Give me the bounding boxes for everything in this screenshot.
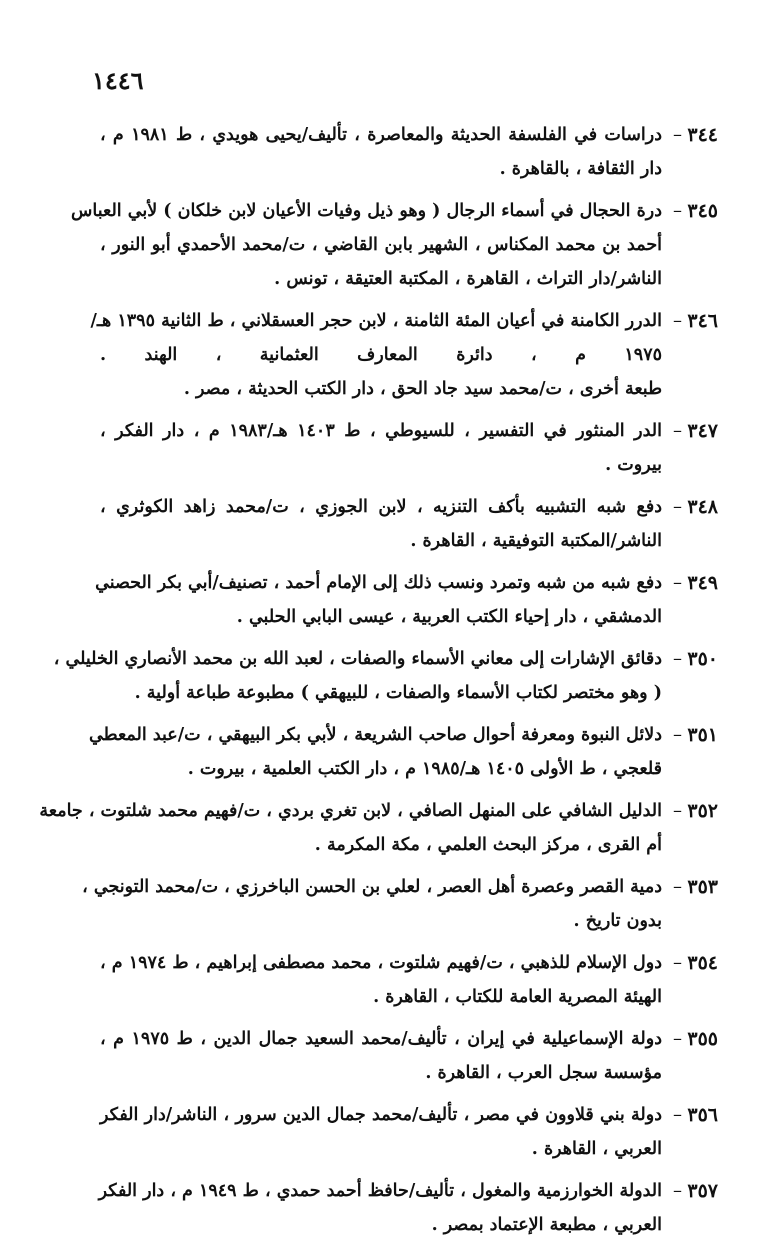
entry-number: ٣٥٥ [687,1028,718,1050]
entry-text-line: الدرر الكامنة في أعيان المئة الثامنة ، لابن حجر العسقلاني ، ط الثانية ١٣٩٥ هـ/ [90,311,662,331]
entry-text-line: قلعجي ، ط الأولى ١٤٠٥ هـ/١٩٨٥ م ، دار الكتب العلمية ، بيروت . [187,759,662,779]
entry-number: ٣٤٩ [687,572,718,594]
entry-dash: – [673,800,682,821]
entry-dash: – [673,1028,682,1049]
entry-dash: – [673,310,682,331]
entry-text-line: دولة بني قلاوون في مصر ، تأليف/محمد جمال الدين سرور ، الناشر/دار الفكر [100,1105,662,1125]
entry-text-line: أحمد بن محمد المكناس ، الشهير بابن القاضي ، ت/محمد الأحمدي أبو النور ، [100,235,662,255]
entry-text-line: ( وهو مختصر لكتاب الأسماء والصفات ، للبيهقي ) مطبوعة طباعة أولية . [134,683,662,703]
bibliography-entry [89,718,718,786]
entry-number: ٣٤٧ [687,420,718,442]
bibliography-entry [95,566,718,634]
bibliography-entry [100,1022,718,1090]
entry-text-line: الدر المنثور في التفسير ، للسيوطي ، ط ١٤٠٣ هـ/١٩٨٣ م ، دار الفكر ، [100,421,662,441]
entry-number: ٣٤٤ [687,124,718,146]
entry-text-line: الدليل الشافي على المنهل الصافي ، لابن تغري بردي ، ت/فهيم محمد شلتوت ، جامعة [39,801,662,821]
entry-text-line: العربي ، القاهرة . [531,1139,662,1159]
entry-text-line: أم القرى ، مركز البحث العلمي ، مكة المكرمة . [314,835,662,855]
entry-text-line: دلائل النبوة ومعرفة أحوال صاحب الشريعة ، لأبي بكر البيهقي ، ت/عبد المعطي [89,725,662,745]
entry-dash: – [673,1180,682,1201]
bibliography-entry [98,1174,718,1242]
entry-text-line: الناشر/المكتبة التوفيقية ، القاهرة . [410,531,662,551]
entry-number: ٣٥٦ [687,1104,718,1126]
entry-text-line: بدون تاريخ . [573,911,662,931]
entry-dash: – [673,876,682,897]
entry-text-line: العربي ، مطبعة الإعتماد بمصر . [431,1215,662,1235]
entry-number: ٣٥٠ [687,648,718,670]
entry-dash: – [673,420,682,441]
bibliography-entry [100,414,718,482]
entry-number: ٣٥٤ [687,952,718,974]
entry-text-line: الناشر/دار التراث ، القاهرة ، المكتبة العتيقة ، تونس . [274,269,662,289]
entry-text-line: الدمشقي ، دار إحياء الكتب العربية ، عيسى البابي الحلبي . [236,607,662,627]
entry-text-line: دول الإسلام للذهبي ، ت/فهيم شلتوت ، محمد مصطفى إبراهيم ، ط ١٩٧٤ م ، [100,953,662,973]
entry-text-line: ١٩٧٥ م ، دائرة المعارف العثمانية ، الهند . [100,345,662,365]
bibliography-entry [100,946,718,1014]
entry-dash: – [673,1104,682,1125]
entry-text-line: مؤسسة سجل العرب ، القاهرة . [425,1063,662,1083]
entry-text-line: دراسات في الفلسفة الحديثة والمعاصرة ، تأليف/يحيى هويدي ، ط ١٩٨١ م ، [100,125,663,145]
entry-dash: – [673,200,682,221]
entry-text-line: دمية القصر وعصرة أهل العصر ، لعلي بن الحسن الباخرزي ، ت/محمد التونجي ، [82,877,662,897]
entry-text-line: بيروت . [605,455,662,475]
entry-text-line: طبعة أخرى ، ت/محمد سيد جاد الحق ، دار الكتب الحديثة ، مصر . [183,379,662,399]
bibliography-entry [100,490,718,558]
entry-dash: – [673,496,682,517]
entry-number: ٣٥٣ [687,876,718,898]
entry-dash: – [673,724,682,745]
entry-number: ٣٥١ [687,724,718,746]
entry-number: ٣٥٧ [687,1180,718,1202]
entry-text-line: دولة الإسماعيلية في إيران ، تأليف/محمد السعيد جمال الدين ، ط ١٩٧٥ م ، [100,1029,662,1049]
entry-dash: – [673,952,682,973]
entry-text-line: دار الثقافة ، بالقاهرة . [499,159,662,179]
entry-number: ٣٥٢ [687,800,718,822]
entry-text-line: الدولة الخوارزمية والمغول ، تأليف/حافظ أحمد حمدي ، ط ١٩٤٩ م ، دار الفكر [98,1181,662,1201]
entry-text-line: دقائق الإشارات إلى معاني الأسماء والصفات ، لعبد الله بن محمد الأنصاري الخليلي ، [53,649,662,669]
entry-dash: – [673,124,682,145]
bibliography-list [39,118,718,1250]
bibliography-entry [90,304,718,406]
bibliography-entry [100,118,718,186]
bibliography-entry [39,794,718,862]
entry-number: ٣٤٦ [687,310,718,332]
entry-text-line: الهيئة المصرية العامة للكتاب ، القاهرة . [373,987,662,1007]
page-number: ١٤٤٦ [92,66,144,95]
bibliography-entry [100,1098,718,1166]
entry-text-line: درة الحجال في أسماء الرجال ( وهو ذيل وفيات الأعيان لابن خلكان ) لأبي العباس [71,201,662,221]
entry-number: ٣٤٥ [687,200,718,222]
entry-text-line: دفع شبه التشبيه بأكف التنزيه ، لابن الجوزي ، ت/محمد زاهد الكوثري ، [100,497,662,517]
entry-dash: – [673,572,682,593]
bibliography-entry [53,642,718,710]
entry-dash: – [673,648,682,669]
bibliography-entry [71,194,718,296]
entry-text-line: دفع شبه من شبه وتمرد ونسب ذلك إلى الإمام أحمد ، تصنيف/أبي بكر الحصني [95,573,662,593]
bibliography-entry [82,870,718,938]
entry-number: ٣٤٨ [687,496,718,518]
